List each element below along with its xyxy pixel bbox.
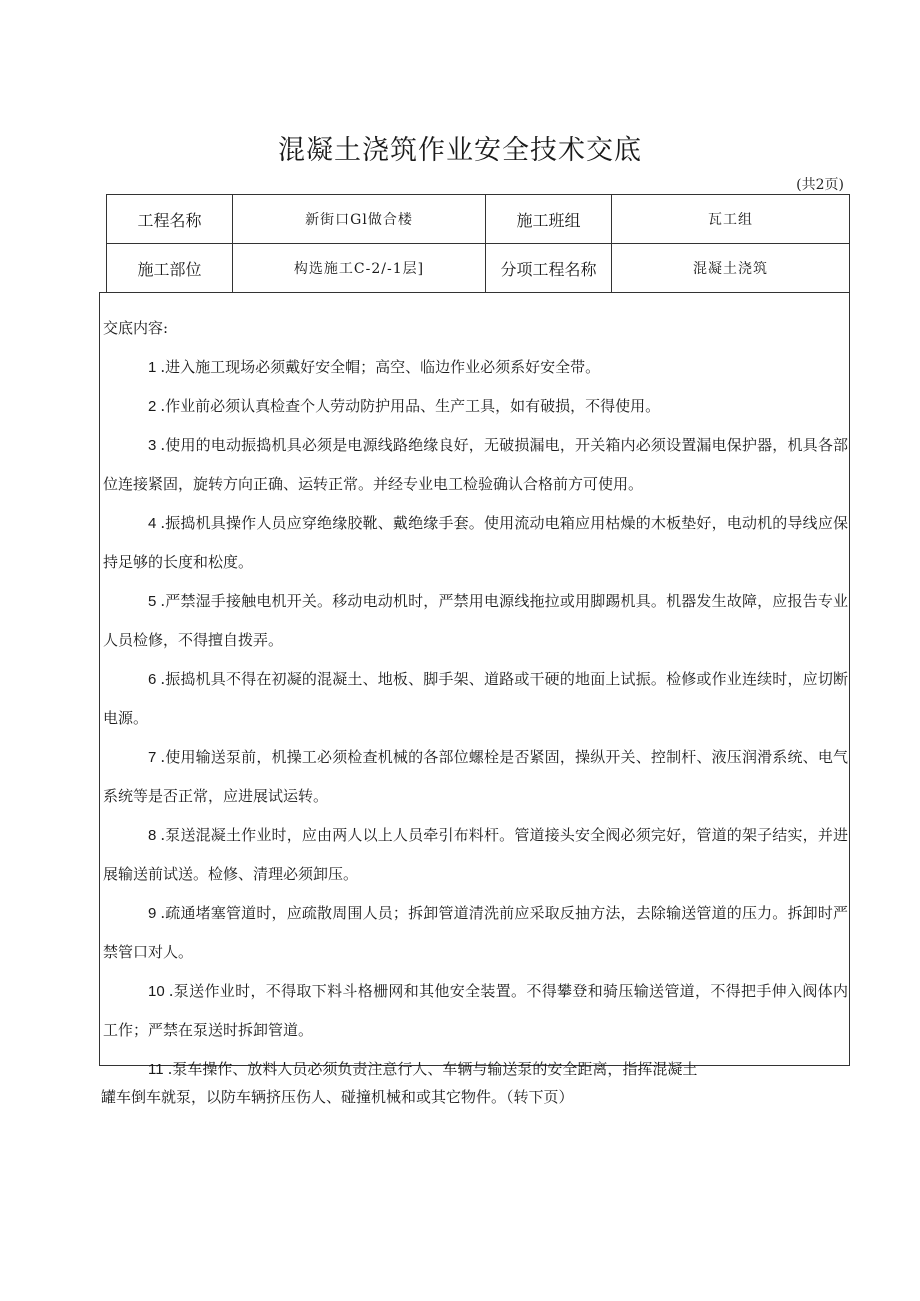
item-number: 9: [148, 905, 157, 922]
document-title: 混凝土浇筑作业安全技术交底: [278, 135, 642, 166]
item-number: 5: [148, 593, 157, 610]
continuation-text: 罐车倒车就泵，以防车辆挤压伤人、碰撞机械和或其它物件。（转下页）: [101, 1088, 574, 1106]
item-text: .作业前必须认真检查个人劳动防护用品、生产工具，如有破损，不得使用。: [160, 397, 661, 415]
item-number: 8: [148, 827, 157, 844]
item-text: .振捣机具操作人员应穿绝缘胶靴、戴绝缘手套。使用流动电箱应用枯燥的木板垫好，电动机的导线应保持足够的长度和松度。: [103, 514, 848, 571]
sub-project-value: 混凝土浇筑: [612, 244, 850, 293]
page-count: (共2页): [796, 177, 844, 193]
team-label: 施工班组: [486, 195, 612, 244]
list-item: [103, 894, 848, 972]
list-item: [103, 582, 848, 660]
info-row: [107, 195, 850, 244]
item-number: 11: [148, 1061, 164, 1078]
info-row: [107, 244, 850, 293]
item-number: 2: [148, 398, 157, 415]
item-number: 7: [148, 749, 157, 766]
list-item: [103, 816, 848, 894]
item-number: 6: [148, 671, 157, 688]
position-value: 构选施工C-2/-1层]: [233, 244, 486, 293]
item-text: .振捣机具不得在初凝的混凝土、地板、脚手架、道路或干硬的地面上试振。检修或作业连续时，应切断电源。: [103, 670, 848, 727]
team-value: 瓦工组: [612, 195, 850, 244]
item-text: .泵送混凝土作业时，应由两人以上人员牵引布料杆。管道接头安全阀必须完好，管道的架子结实，并进展输送前试送。检修、清理必须卸压。: [103, 826, 848, 883]
sub-project-label: 分项工程名称: [486, 244, 612, 293]
item-number: 4: [148, 515, 157, 532]
list-item: [103, 426, 848, 504]
content-body: [103, 309, 848, 1089]
list-item: [103, 738, 848, 816]
item-number: 1: [148, 359, 157, 376]
project-name-label: 工程名称: [107, 195, 233, 244]
info-table: [106, 194, 850, 293]
item-text: .进入施工现场必须戴好安全帽；高空、临边作业必须系好安全带。: [160, 358, 601, 376]
item-text: .严禁湿手接触电机开关。移动电动机时，严禁用电源线拖拉或用脚踢机具。机器发生故障，应报告专业人员检修，不得擅自拨弄。: [103, 592, 848, 649]
list-item: [103, 387, 848, 426]
position-label: 施工部位: [107, 244, 233, 293]
project-name-value: 新街口Gl做合楼: [233, 195, 486, 244]
list-item: [103, 972, 848, 1050]
content-box: [99, 292, 850, 1078]
content-heading: 交底内容:: [103, 319, 169, 337]
item-text: .疏通堵塞管道时，应疏散周围人员；拆卸管道清洗前应采取反抽方法，去除输送管道的压力。拆卸时严禁管口对人。: [103, 904, 848, 961]
list-item: [103, 660, 848, 738]
item-text: .使用的电动振捣机具必须是电源线路绝缘良好，无破损漏电，开关箱内必须设置漏电保护器，机具各部位连接紧固，旋转方向正确、运转正常。并经专业电工检验确认合格前方可使用。: [103, 436, 848, 493]
list-item: [103, 504, 848, 582]
item-text: .泵送作业时，不得取下料斗格栅网和其他安全装置。不得攀登和骑压输送管道，不得把手伸入阀体内工作；严禁在泵送时拆卸管道。: [103, 982, 848, 1039]
item-text: .泵车操作、放料人员必须负责注意行人、车辆与输送泵的安全距离，指挥混凝土: [167, 1060, 698, 1078]
item-number: 10: [148, 983, 165, 1000]
item-number: 3: [148, 437, 157, 454]
item-text: .使用输送泵前，机操工必须检查机械的各部位螺栓是否紧固，操纵开关、控制杆、液压润滑系统、电气系统等是否正常，应进展试运转。: [103, 748, 848, 805]
list-item: [103, 348, 848, 387]
